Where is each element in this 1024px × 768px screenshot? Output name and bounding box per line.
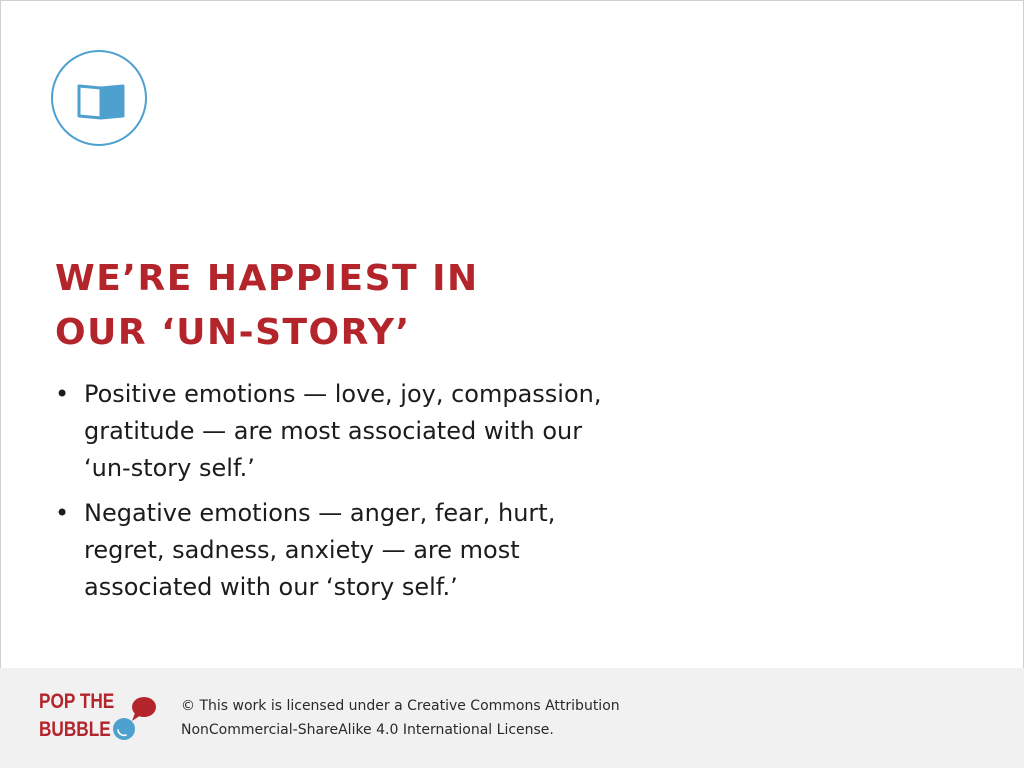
pop-the-bubble-logo <box>39 688 159 748</box>
bullet-line: regret, sadness, anxiety — are most <box>84 536 520 564</box>
bullet-dot: • <box>55 499 70 527</box>
title-line: WE’RE HAPPIEST IN <box>55 258 479 299</box>
open-book-icon <box>75 80 127 120</box>
title-line: OUR ‘UN-STORY’ <box>55 312 411 353</box>
logo-line: POP THE <box>39 690 115 713</box>
slide-title <box>55 252 479 360</box>
bullet-item <box>52 495 612 606</box>
bullet-line: Positive emotions — love, joy, compassion, <box>84 380 602 408</box>
license-line: © This work is licensed under a Creative Commons Attribution <box>181 698 620 714</box>
bullet-line: ‘un-story self.’ <box>84 454 255 482</box>
blue-bubble-icon <box>111 716 137 742</box>
license-notice <box>181 694 620 742</box>
bullet-item <box>52 376 612 487</box>
bullet-dot: • <box>55 380 70 408</box>
bullet-list <box>52 376 612 614</box>
bullet-line: associated with our ‘story self.’ <box>84 573 458 601</box>
bullet-line: gratitude — are most associated with our <box>84 417 583 445</box>
book-icon-badge <box>51 50 147 146</box>
logo-text <box>39 688 114 744</box>
license-line: NonCommercial-ShareAlike 4.0 International License. <box>181 722 554 738</box>
bullet-line: Negative emotions — anger, fear, hurt, <box>84 499 556 527</box>
logo-line: BUBBLE <box>39 718 111 741</box>
